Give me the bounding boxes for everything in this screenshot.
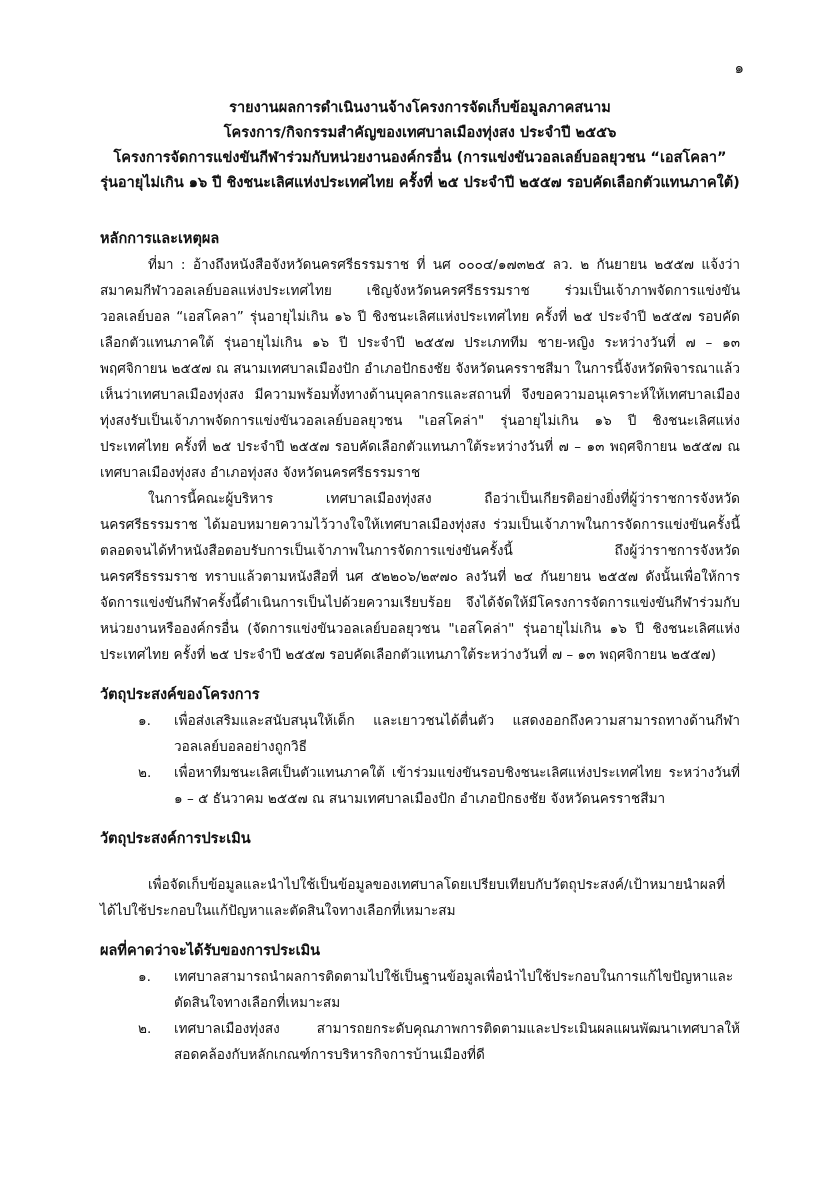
rationale-heading: หลักการและเหตุผล [100,231,220,247]
rationale-section [100,226,740,668]
list-item-number: ๒. [138,765,152,781]
title-line-4: รุ่นอายุไม่เกิน ๑๖ ปี ชิงชนะเลิศแห่งประเทศไทย ครั้งที่ ๒๕ ประจำปี ๒๕๕๗ รอบคัดเลือกตัวแทนภาคใต้) [100,175,740,191]
list-item-text: เทศบาลเมืองทุ่งสง สามารถยกระดับคุณภาพการติดตามและประเมินผลแผนพัฒนาเทศบาลให้สอดคล้องกับหลักเกณฑ์การบริหารกิจการบ้านเมืองที่ดี [174,1021,740,1063]
evaluation-objective-section [100,826,740,924]
evaluation-objective-text: เพื่อจัดเก็บข้อมูลและนำไปใช้เป็นข้อมูลของเทศบาลโดยเปรียบเทียบกับวัตถุประสงค์/เป้าหมายนำผลที่ได้ไปใช้ประกอบในแก้ปัญหาและตัดสินใจทางเลือกที่เหมาะสม [100,877,726,919]
list-item-number: ๒. [138,1021,152,1037]
expected-results-heading: ผลที่คาดว่าจะได้รับของการประเมิน [100,943,321,959]
evaluation-objective-heading: วัตถุประสงค์การประเมิน [100,831,251,847]
rationale-paragraph-1: ที่มา : อ้างถึงหนังสือจังหวัดนครศรีธรรมราช ที่ นศ ๐๐๐๔/๑๗๓๒๕ ลว. ๒ กันยายน ๒๕๕๗ แจ้งว่าสมาคมกีฬาวอลเลย์บอลแห่งประเทศไทย เชิญจังหวัดนครศรีธรรมราช ร่วมเป็นเจ้าภาพจัดการแข่งขันวอลเลย์บอล “เอสโคลา” รุ่นอายุไม่เกิน ๑๖ ปี ชิงชนะเลิศแห่งประเทศไทย ครั้งที่ ๒๕ ประจำปี ๒๕๕๗ รอบคัดเลือกตัวแทนภาคใต้ รุ่นอายุไม่เกิน ๑๖ ปี ประจำปี ๒๕๕๗ ประเภททีม ชาย-หญิง ระหว่างวันที่ ๗ – ๑๓ พฤศจิกายน ๒๕๕๗ ณ สนามเทศบาลเมืองปัก อำเภอปักธงชัย จังหวัดนครราชสีมา ในการนี้จังหวัดพิจารณาแล้วเห็นว่าเทศบาลเมืองทุ่งสง มีความพร้อมทั้งทางด้านบุคลากรและสถานที่ จึงขอความอนุเคราะห์ให้เทศบาลเมืองทุ่งสงรับเป็นเจ้าภาพจัดการแข่งขันวอลเลย์บอลยุวชน "เอสโคล่า" รุ่นอายุไม่เกิน ๑๖ ปี ชิงชนะเลิศแห่งประเทศไทย ครั้งที่ ๒๕ ประจำปี ๒๕๕๗ รอบคัดเลือกตัวแทนภาใต้ระหว่างวันที่ ๗ – ๑๓ พฤศจิกายน ๒๕๕๗ ณ เทศบาลเมืองทุ่งสง อำเภอทุ่งสง จังหวัดนครศรีธรรมราช [100,257,740,481]
objectives-section [100,682,740,812]
list-item-number: ๑. [138,969,151,985]
document-body [100,226,740,1068]
list-item-number: ๑. [138,713,151,729]
list-item-text: เพื่อส่งเสริมและสนับสนุนให้เด็ก และเยาวชนได้ตื่นตัว แสดงออกถึงความสามารถทางด้านกีฬาวอลเลย์บอลอย่างถูกวิธี [174,713,740,755]
objectives-heading: วัตถุประสงค์ของโครงการ [100,687,260,703]
title-line-3: โครงการจัดการแข่งขันกีฬาร่วมกับหน่วยงานองค์กรอื่น (การแข่งขันวอลเลย์บอลยุวชน “เอสโคลา” [113,150,727,166]
list-item [100,964,740,1016]
list-item [100,708,740,760]
rationale-paragraph-2: ในการนี้คณะผู้บริหาร เทศบาลเมืองทุ่งสง ถือว่าเป็นเกียรติอย่างยิ่งที่ผู้ว่าราชการจังหวัดนครศรีธรรมราช ได้มอบหมายความไว้วางใจให้เทศบาลเมืองทุ่งสง ร่วมเป็นเจ้าภาพในการจัดการแข่งขันครั้งนี้ ตลอดจนได้ทำหนังสือตอบรับการเป็นเจ้าภาพในการจัดการแข่งขันครั้งนี้ ถึงผู้ว่าราชการจังหวัดนครศรีธรรมราช ทราบแล้วตามหนังสือที่ นศ ๕๒๒๐๖/๒๙๗๐ ลงวันที่ ๒๔ กันยายน ๒๕๕๗ ดังนั้นเพื่อให้การจัดการแข่งขันกีฬาครั้งนี้ดำเนินการเป็นไปด้วยความเรียบร้อย จึงได้จัดให้มีโครงการจัดการแข่งขันกีฬาร่วมกับหน่วยงานหรือองค์กรอื่น (จัดการแข่งขันวอลเลย์บอลยุวชน "เอสโคล่า" รุ่นอายุไม่เกิน ๑๖ ปี ชิงชนะเลิศแห่งประเทศไทย ครั้งที่ ๒๕ ประจำปี ๒๕๕๗ รอบคัดเลือกตัวแทนภาใต้ระหว่างวันที่ ๗ – ๑๓ พฤศจิกายน ๒๕๕๗) [100,491,740,663]
list-item [100,760,740,812]
title-line-1: รายงานผลการดำเนินงานจ้างโครงการจัดเก็บข้อมูลภาคสนาม [229,100,611,116]
expected-results-section [100,938,740,1068]
page-number: ๑ [734,59,744,77]
list-item-text: เทศบาลสามารถนำผลการติดตามไปใช้เป็นฐานข้อมูลเพื่อนำไปใช้ประกอบในการแก้ไขปัญหาและตัดสินใจทางเลือกที่เหมาะสม [174,969,734,1011]
report-title [60,96,780,196]
list-item [100,1016,740,1068]
objectives-list [100,708,740,812]
expected-results-list [100,964,740,1068]
title-line-2: โครงการ/กิจกรรมสำคัญของเทศบาลเมืองทุ่งสง ประจำปี ๒๕๕๖ [223,125,617,141]
list-item-text: เพื่อหาทีมชนะเลิศเป็นตัวแทนภาคใต้ เข้าร่วมแข่งขันรอบชิงชนะเลิศแห่งประเทศไทย ระหว่างวันที่ ๑ – ๕ ธันวาคม ๒๕๕๗ ณ สนามเทศบาลเมืองปัก อำเภอปักธงชัย จังหวัดนครราชสีมา [174,765,740,807]
